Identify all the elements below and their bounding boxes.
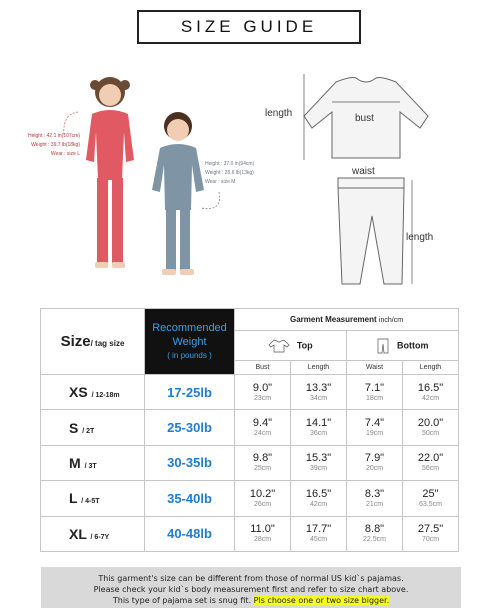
footer-note [41, 567, 461, 608]
top-length-cell: 15.3" 39cm [291, 445, 347, 480]
weight-cell: 40-48lb [145, 516, 235, 551]
top-length-label: length [265, 108, 293, 119]
col-bottom-length: Length [403, 361, 459, 375]
weight-cell: 30-35lb [145, 445, 235, 480]
top-length-cell: 13.3" 34cm [291, 375, 347, 410]
recommended-weight-header [145, 309, 235, 375]
table-row [41, 516, 459, 551]
size-cell [41, 445, 145, 480]
top-length-cell: 17.7" 45cm [291, 516, 347, 551]
bottom-label: Bottom [397, 339, 429, 350]
col-bust: Bust [235, 361, 291, 375]
child2-pointer [195, 190, 225, 218]
bust-cell: 9.0" 23cm [235, 375, 291, 410]
top-length-cell: 16.5" 42cm [291, 481, 347, 516]
tag-label: / 2T [82, 427, 95, 435]
size-cell [41, 516, 145, 551]
bottom-length-cell: 20.0" 50cm [403, 410, 459, 445]
child1-height: Height : 42.1 in(107cm) [28, 133, 80, 139]
size-header-label: Size [60, 333, 91, 350]
bottom-length-cell: 16.5" 42cm [403, 375, 459, 410]
child1-weight: Weight : 39.7 lb(18kg) [31, 142, 80, 148]
footer-line-1: This garment's size can be different from those of normal US kid`s pajamas. [98, 574, 404, 583]
col-top-length: Length [291, 361, 347, 375]
page-title: SIZE GUIDE [180, 17, 318, 36]
garment-measurement-label: Garment Measurement [289, 315, 377, 324]
tag-label: / 12-18m [91, 392, 120, 400]
waist-cell: 8.3" 21cm [347, 481, 403, 516]
child2-info [205, 160, 285, 187]
tag-label: / 3T [84, 462, 97, 470]
size-label: XL [69, 525, 87, 542]
pants-icon [376, 338, 390, 354]
child1-pointer [58, 110, 82, 140]
bust-cell: 11.0" 28cm [235, 516, 291, 551]
waist-cell: 7.9" 20cm [347, 445, 403, 480]
waist-label: waist [352, 166, 375, 177]
size-table-wrap [40, 308, 458, 552]
size-label: M [69, 454, 81, 471]
title-box [137, 10, 361, 44]
bottom-length-label: length [406, 232, 434, 243]
bottom-header [347, 331, 459, 361]
size-cell [41, 410, 145, 445]
top-label: Top [296, 339, 313, 350]
waist-cell: 8.8" 22.5cm [347, 516, 403, 551]
child2-wear: Wear : size M [205, 179, 236, 185]
bust-cell: 9.4" 24cm [235, 410, 291, 445]
bust-label: bust [355, 113, 374, 124]
top-header [235, 331, 347, 361]
bottom-length-cell: 25" 63.5cm [403, 481, 459, 516]
unit-label: inch/cm [378, 317, 404, 324]
waist-cell: 7.4" 19cm [347, 410, 403, 445]
bust-cell: 10.2" 26cm [235, 481, 291, 516]
table-row [41, 481, 459, 516]
shirt-icon [268, 339, 290, 353]
bottom-length-cell: 27.5" 70cm [403, 516, 459, 551]
weight-cell: 25-30lb [145, 410, 235, 445]
child2-weight: Weight : 28.6 lb(13kg) [205, 170, 254, 176]
col-waist: Waist [347, 361, 403, 375]
size-header-sub: / tag size [90, 339, 125, 348]
size-label: L [69, 490, 78, 507]
size-table [40, 308, 459, 552]
top-length-cell: 14.1" 36cm [291, 410, 347, 445]
footer-highlight: Pls choose one or two size bigger. [253, 596, 390, 605]
child1-wear: Wear : size L [50, 151, 80, 157]
footer-line-2: Please check your kid`s body measurement first and refer to size chart above. [93, 585, 409, 594]
bottom-length-cell: 22.0" 56cm [403, 445, 459, 480]
size-header [41, 309, 145, 375]
recommended-sub: ( in pounds ) [167, 350, 212, 360]
children-photo [78, 70, 208, 285]
footer-line-3-text: This type of pajama set is snug fit. [112, 596, 252, 605]
size-cell [41, 481, 145, 516]
size-cell [41, 375, 145, 410]
recommended-label: Recommended Weight [152, 321, 227, 348]
child2-height: Height : 37.0 in(94cm) [205, 161, 255, 167]
weight-cell: 17-25lb [145, 375, 235, 410]
child-girl-red [86, 77, 134, 268]
footer-line-3 [41, 595, 461, 606]
garment-measurement-header [235, 309, 459, 331]
tag-label: / 4-5T [81, 498, 100, 506]
table-row [41, 445, 459, 480]
tag-label: / 6-7Y [90, 533, 110, 541]
waist-cell: 7.1" 18cm [347, 375, 403, 410]
table-row [41, 410, 459, 445]
weight-cell: 35-40lb [145, 481, 235, 516]
size-label: XS [69, 384, 88, 401]
bust-cell: 9.8" 25cm [235, 445, 291, 480]
size-label: S [69, 419, 79, 436]
table-row [41, 375, 459, 410]
